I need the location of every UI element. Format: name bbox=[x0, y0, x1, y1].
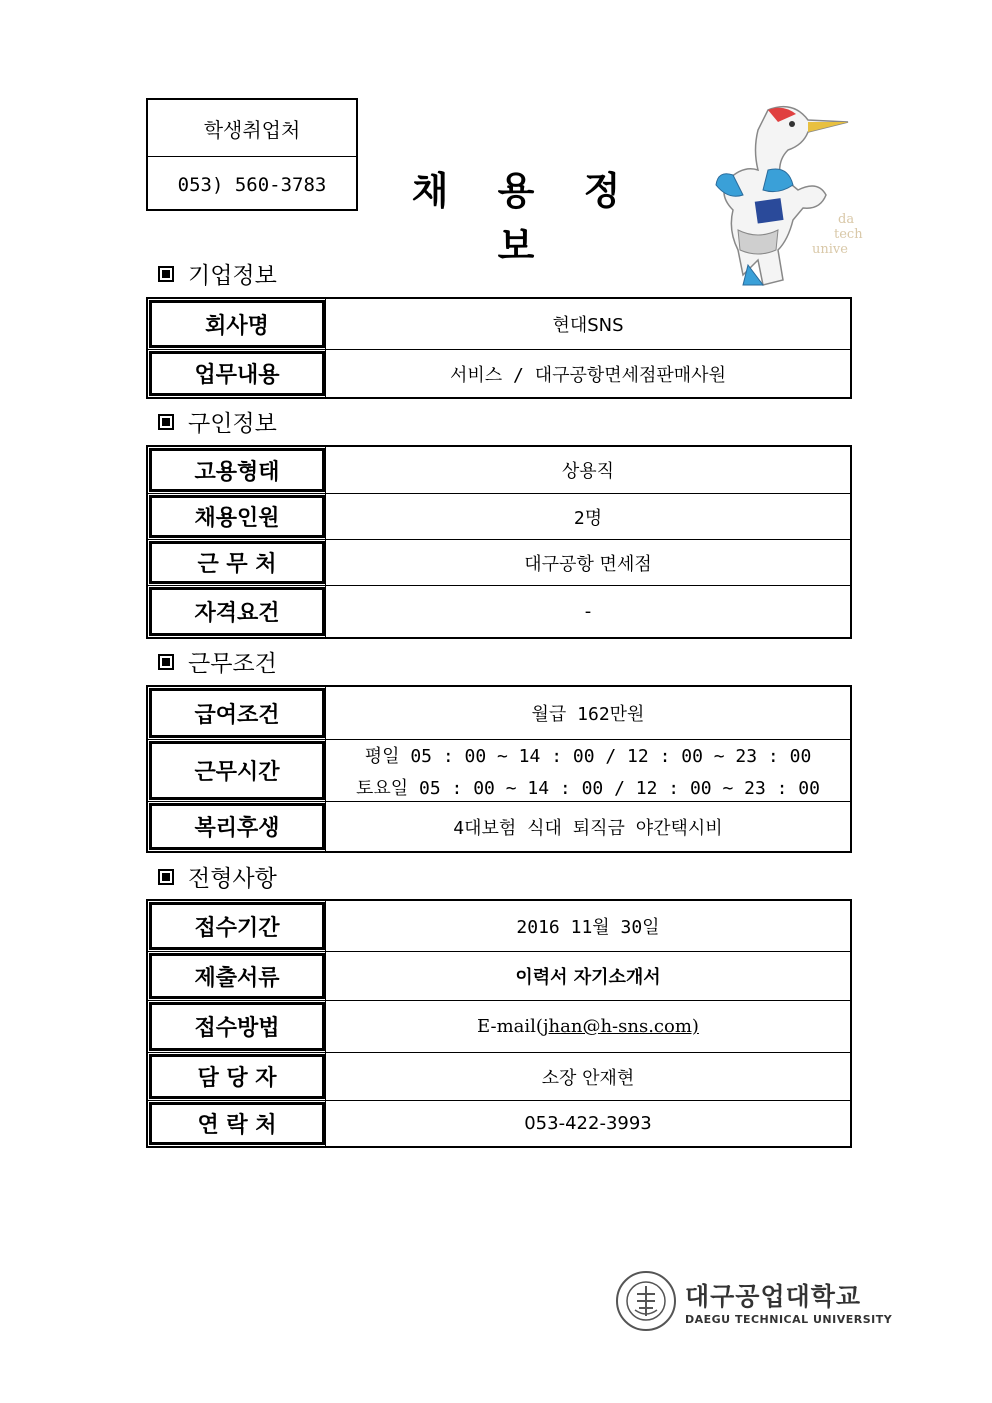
section-heading-label: 근무조건 bbox=[188, 651, 277, 677]
table-row bbox=[148, 951, 850, 1000]
table-row bbox=[148, 901, 850, 951]
application-period: 2016 11월 30일 bbox=[516, 917, 660, 938]
square-bullet-icon bbox=[158, 266, 174, 282]
hours-weekday: 평일 05 : 00 ~ 14 : 00 / 12 : 00 ~ 23 : 00 bbox=[364, 745, 812, 767]
table-row bbox=[148, 1100, 850, 1146]
square-bullet-icon bbox=[158, 414, 174, 430]
row-label: 연 락 처 bbox=[149, 1102, 325, 1145]
row-value bbox=[325, 1053, 850, 1100]
table-row bbox=[148, 1052, 850, 1100]
row-label: 자격요건 bbox=[149, 587, 325, 636]
salary: 월급 162만원 bbox=[531, 704, 645, 725]
row-label: 회사명 bbox=[149, 300, 325, 348]
row-label: 담 당 자 bbox=[149, 1054, 325, 1099]
qualifications: - bbox=[584, 601, 592, 622]
company-info-table bbox=[146, 297, 852, 399]
contact-box bbox=[146, 98, 358, 211]
hours-saturday: 토요일 05 : 00 ~ 14 : 00 / 12 : 00 ~ 23 : 00 bbox=[356, 777, 820, 799]
mascot-watermark-1: da bbox=[838, 212, 855, 227]
mascot-watermark-2: tech bbox=[834, 227, 863, 242]
row-value bbox=[325, 901, 850, 951]
table-row bbox=[148, 585, 850, 637]
table-row bbox=[148, 493, 850, 539]
company-name: 현대SNS bbox=[552, 315, 624, 336]
table-row bbox=[148, 1000, 850, 1052]
row-label: 접수방법 bbox=[149, 1002, 325, 1051]
employment-type: 상용직 bbox=[561, 461, 615, 482]
university-name-en: DAEGU TECHNICAL UNIVERSITY bbox=[685, 1312, 893, 1326]
row-value bbox=[325, 586, 850, 637]
row-value bbox=[325, 299, 850, 349]
row-value bbox=[325, 952, 850, 1000]
row-value bbox=[325, 802, 850, 851]
contact-phone: 053) 560-3783 bbox=[148, 156, 356, 213]
row-value bbox=[325, 350, 850, 397]
mascot-illustration bbox=[708, 100, 863, 290]
contact-label: 학생취업처 bbox=[203, 117, 301, 142]
row-label: 근무시간 bbox=[149, 741, 325, 800]
table-row bbox=[148, 299, 850, 349]
row-value bbox=[325, 494, 850, 539]
row-value bbox=[325, 447, 850, 493]
section-heading-label: 구인정보 bbox=[188, 411, 277, 437]
university-name-ko: 대구공업대학교 bbox=[685, 1281, 862, 1311]
section-heading-label: 전형사항 bbox=[188, 866, 277, 892]
table-row bbox=[148, 349, 850, 397]
section-heading-selection bbox=[158, 860, 277, 893]
row-label: 급여조건 bbox=[149, 688, 325, 738]
section-heading-recruitment bbox=[158, 405, 277, 438]
selection-info-table bbox=[146, 899, 852, 1148]
work-location: 대구공항 면세점 bbox=[524, 553, 652, 575]
job-description: 서비스 / 대구공항면세점판매사원 bbox=[450, 364, 726, 386]
row-value bbox=[325, 1101, 850, 1146]
row-label: 복리후생 bbox=[149, 803, 325, 850]
recruitment-info-table bbox=[146, 445, 852, 639]
headcount: 2명 bbox=[573, 507, 603, 529]
section-heading-label: 기업정보 bbox=[188, 263, 277, 289]
conditions-info-table bbox=[146, 685, 852, 853]
application-method-label: E-mail( bbox=[477, 1016, 543, 1037]
university-seal-icon bbox=[615, 1270, 677, 1332]
table-row bbox=[148, 739, 850, 801]
row-label: 채용인원 bbox=[149, 495, 325, 538]
benefits: 4대보험 식대 퇴직금 야간택시비 bbox=[453, 817, 723, 839]
table-row bbox=[148, 801, 850, 851]
mascot-watermark-3: unive bbox=[812, 242, 848, 257]
contact-phone-number: 053-422-3993 bbox=[524, 1113, 652, 1134]
table-row bbox=[148, 447, 850, 493]
row-value bbox=[325, 1001, 850, 1052]
section-heading-conditions bbox=[158, 645, 277, 678]
row-label: 고용형태 bbox=[149, 448, 325, 492]
table-row bbox=[148, 687, 850, 739]
row-label: 업무내용 bbox=[149, 351, 325, 396]
row-value bbox=[325, 740, 850, 801]
contact-person: 소장 안재현 bbox=[541, 1067, 635, 1089]
university-logo bbox=[615, 1270, 892, 1332]
square-bullet-icon bbox=[158, 654, 174, 670]
row-label: 접수기간 bbox=[149, 902, 325, 950]
required-documents: 이력서 자기소개서 bbox=[515, 967, 661, 988]
section-heading-company bbox=[158, 257, 277, 290]
email-link[interactable]: jhan@h-sns.com) bbox=[542, 1016, 699, 1037]
square-bullet-icon bbox=[158, 869, 174, 885]
page-title: 채 용 정 보 bbox=[411, 169, 639, 268]
table-row bbox=[148, 539, 850, 585]
row-label: 근 무 처 bbox=[149, 541, 325, 584]
row-label: 제출서류 bbox=[149, 953, 325, 999]
row-value bbox=[325, 540, 850, 585]
row-value bbox=[325, 687, 850, 739]
